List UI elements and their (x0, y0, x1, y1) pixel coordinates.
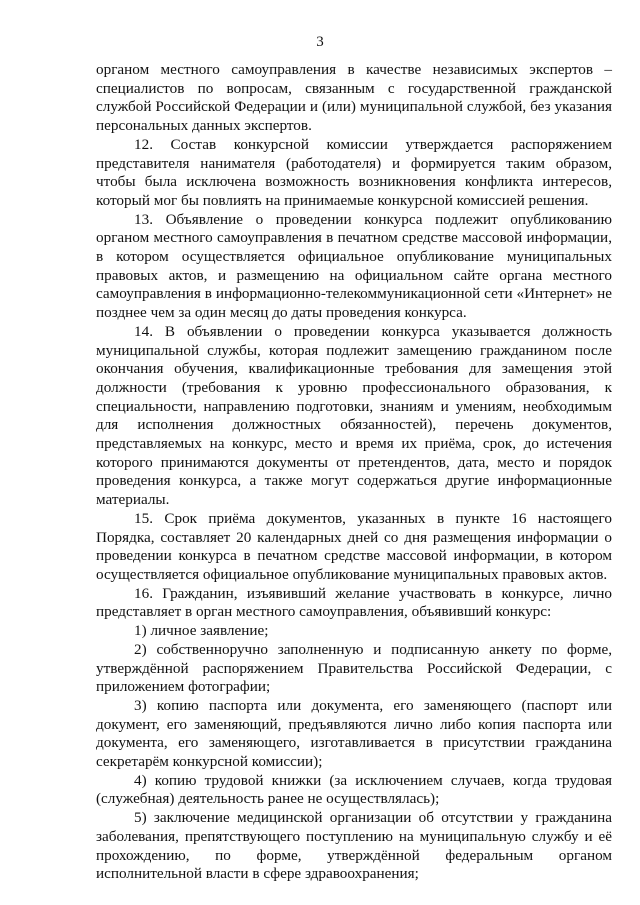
list-item-5: 5) заключение медицинской организации об отсутствии у гражданина заболевания, препятствующего поступлению на муниципальную службу и её прохождению, по форме, утверждённой федеральным органом исполнительной власти в сфере здравоохранения; (96, 809, 612, 883)
paragraph-12: 12. Состав конкурсной комиссии утверждается распоряжением представителя нанимателя (работодателя) и формируется таким образом, чтобы была исключена возможность возникновения конфликта интересов, который мог бы повлиять на принимаемые конкурсной комиссией решения. (96, 135, 612, 209)
list-item-1: 1) личное заявление; (134, 622, 269, 640)
paragraph-15: 15. Срок приёма документов, указанных в пункте 16 настоящего Порядка, составляет 20 календарных дней со дня размещения информации о проведении конкурса в печатном средстве массовой информации, в котором осуществляется официальное опубликование муниципальных правовых актов. (96, 509, 612, 583)
paragraph-continuation: органом местного самоуправления в качестве независимых экспертов – специалистов по вопросам, связанным с государственной гражданской службой Российской Федерации и (или) муниципальной службой, без указания персональных данных экспертов. (96, 61, 612, 135)
document-body (96, 61, 612, 884)
paragraph-16: 16. Гражданин, изъявивший желание участвовать в конкурсе, лично представляет в орган местного самоуправления, объявивший конкурс: (96, 584, 612, 621)
page-number: 3 (316, 34, 324, 50)
paragraph-14: 14. В объявлении о проведении конкурса указывается должность муниципальной службы, которая подлежит замещению гражданином после окончания обучения, квалификационные требования для замещения этой должности (требования к уровню профессионального образования, к специальности, направлению подготовки, знаниям и умениям, необходимым для исполнения должностных обязанностей), перечень документов, представляемых на конкурс, место и время их приёма, срок, до истечения которого принимаются документы от претендентов, дата, место и порядок проведения конкурса, а также могут содержаться другие информационные материалы. (96, 322, 612, 509)
list-item-4: 4) копию трудовой книжки (за исключением случаев, когда трудовая (служебная) деятельность ранее не осуществлялась); (96, 771, 612, 808)
paragraph-13: 13. Объявление о проведении конкурса подлежит опубликованию органом местного самоуправления в печатном средстве массовой информации, в котором осуществляется официальное опубликование муниципальных правовых актов, и размещению на официальном сайте органа местного самоуправления в информационно-телекоммуникационной сети «Интернет» не позднее чем за один месяц до даты проведения конкурса. (96, 210, 612, 322)
list-item-2: 2) собственноручно заполненную и подписанную анкету по форме, утверждённой распоряжением Правительства Российской Федерации, с приложением фотографии; (96, 640, 612, 696)
list-item-3: 3) копию паспорта или документа, его заменяющего (паспорт или документ, его заменяющий, предъявляются лично либо копия паспорта или документа, его заменяющего, изготавливается в присутствии гражданина секретарём конкурсной комиссии); (96, 696, 612, 771)
